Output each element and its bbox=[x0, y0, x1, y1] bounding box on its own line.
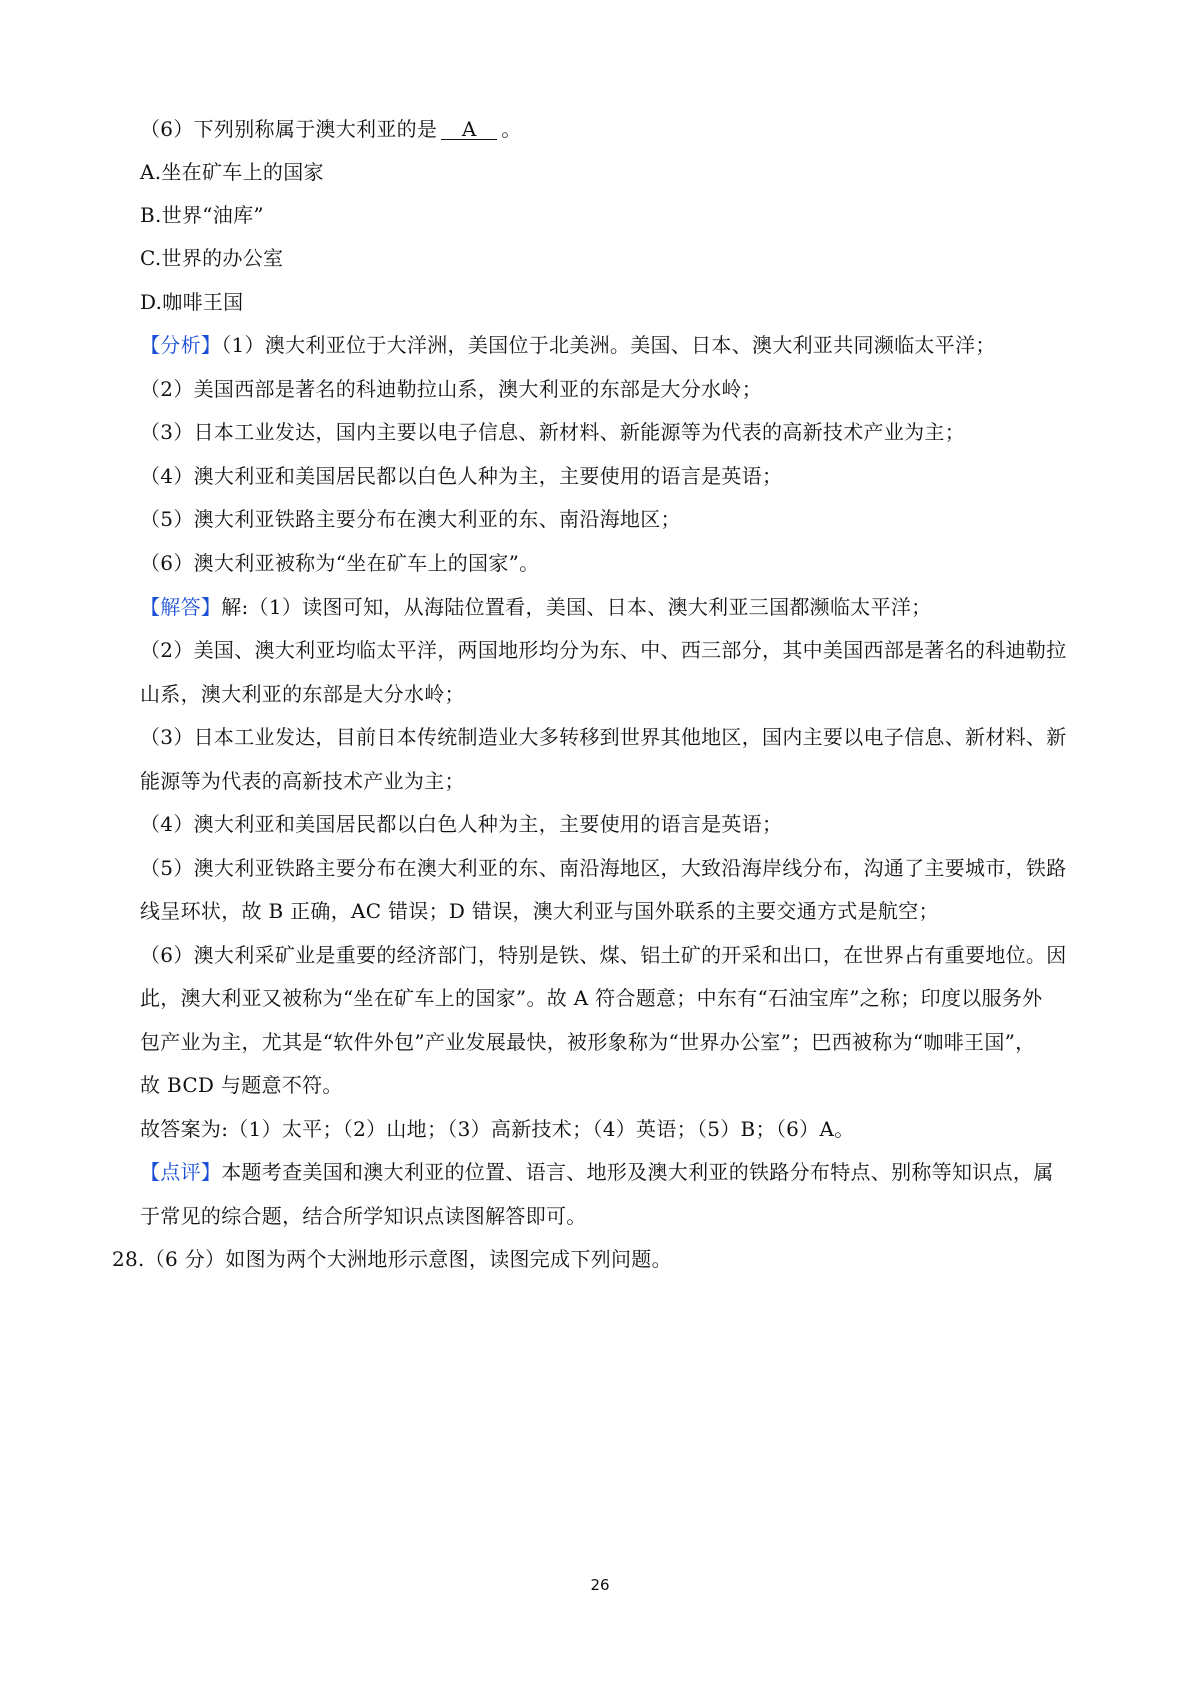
solution-line-5: 能源等为代表的高新技术产业为主； bbox=[140, 769, 465, 793]
comment-line-1 bbox=[140, 1160, 1054, 1184]
page-number: 26 bbox=[590, 1576, 610, 1594]
comment-tag: 【点评】 bbox=[140, 1160, 222, 1184]
analysis-line-1 bbox=[140, 333, 996, 357]
analysis-tag: 【分析】 bbox=[140, 333, 222, 357]
analysis-line-6: （6）澳大利亚被称为“坐在矿车上的国家”。 bbox=[140, 551, 540, 575]
analysis-text: （1）澳大利亚位于大洋洲，美国位于北美洲。美国、日本、澳大利亚共同濒临太平洋； bbox=[221, 333, 996, 357]
analysis-line-5: （5）澳大利亚铁路主要分布在澳大利亚的东、南沿海地区； bbox=[140, 507, 681, 531]
solution-line-11: 包产业为主，尤其是“软件外包”产业发展最快，被形象称为“世界办公室”；巴西被称为“咖啡王国”， bbox=[140, 1030, 1036, 1054]
solution-line-9: （6）澳大利采矿业是重要的经济部门，特别是铁、煤、铝土矿的开采和出口，在世界占有重要地位。因 bbox=[140, 943, 1067, 967]
solution-line-3: 山系，澳大利亚的东部是大分水岭； bbox=[140, 682, 465, 706]
analysis-line-2: （2）美国西部是著名的科迪勒拉山系，澳大利亚的东部是大分水岭； bbox=[140, 377, 763, 401]
answer-blank: A bbox=[441, 119, 497, 140]
solution-line-6: （4）澳大利亚和美国居民都以白色人种为主，主要使用的语言是英语； bbox=[140, 812, 783, 836]
analysis-line-4: （4）澳大利亚和美国居民都以白色人种为主，主要使用的语言是英语； bbox=[140, 464, 783, 488]
question-28-stem: 28.（6 分）如图为两个大洲地形示意图，读图完成下列问题。 bbox=[112, 1247, 672, 1271]
question-6-stem bbox=[140, 117, 522, 141]
analysis-line-3: （3）日本工业发达，国内主要以电子信息、新材料、新能源等为代表的高新技术产业为主； bbox=[140, 420, 966, 444]
option-d: D.咖啡王国 bbox=[140, 290, 244, 314]
solution-line-10: 此，澳大利亚又被称为“坐在矿车上的国家”。故 A 符合题意；中东有“石油宝库”之称；印度以服务外 bbox=[140, 986, 1043, 1010]
comment-text: 本题考查美国和澳大利亚的位置、语言、地形及澳大利亚的铁路分布特点、别称等知识点，属 bbox=[221, 1160, 1054, 1184]
solution-line-1 bbox=[140, 595, 931, 619]
solution-tag: 【解答】 bbox=[140, 595, 222, 619]
option-b: B.世界“油库” bbox=[140, 203, 264, 227]
solution-line-12: 故 BCD 与题意不符。 bbox=[140, 1073, 343, 1097]
final-answer-line: 故答案为:（1）太平；（2）山地；（3）高新技术；（4）英语；（5）B；（6）A。 bbox=[140, 1117, 855, 1141]
solution-line-8: 线呈环状，故 B 正确，AC 错误；D 错误，澳大利亚与国外联系的主要交通方式是航空； bbox=[140, 899, 939, 923]
comment-line-2: 于常见的综合题，结合所学知识点读图解答即可。 bbox=[140, 1204, 587, 1228]
question-6-prefix: （6）下列别称属于澳大利亚的是 bbox=[140, 117, 438, 141]
solution-line-4: （3）日本工业发达，目前日本传统制造业大多转移到世界其他地区，国内主要以电子信息、新材料、新 bbox=[140, 725, 1067, 749]
solution-text: 解:（1）读图可知，从海陆位置看，美国、日本、澳大利亚三国都濒临太平洋； bbox=[221, 595, 932, 619]
question-6-suffix: 。 bbox=[501, 117, 522, 141]
option-c: C.世界的办公室 bbox=[140, 246, 284, 270]
solution-line-7: （5）澳大利亚铁路主要分布在澳大利亚的东、南沿海地区，大致沿海岸线分布，沟通了主要城市，铁路 bbox=[140, 856, 1067, 880]
solution-line-2: （2）美国、澳大利亚均临太平洋，两国地形均分为东、中、西三部分，其中美国西部是著名的科迪勒拉 bbox=[140, 638, 1067, 662]
option-a: A.坐在矿车上的国家 bbox=[140, 160, 324, 184]
